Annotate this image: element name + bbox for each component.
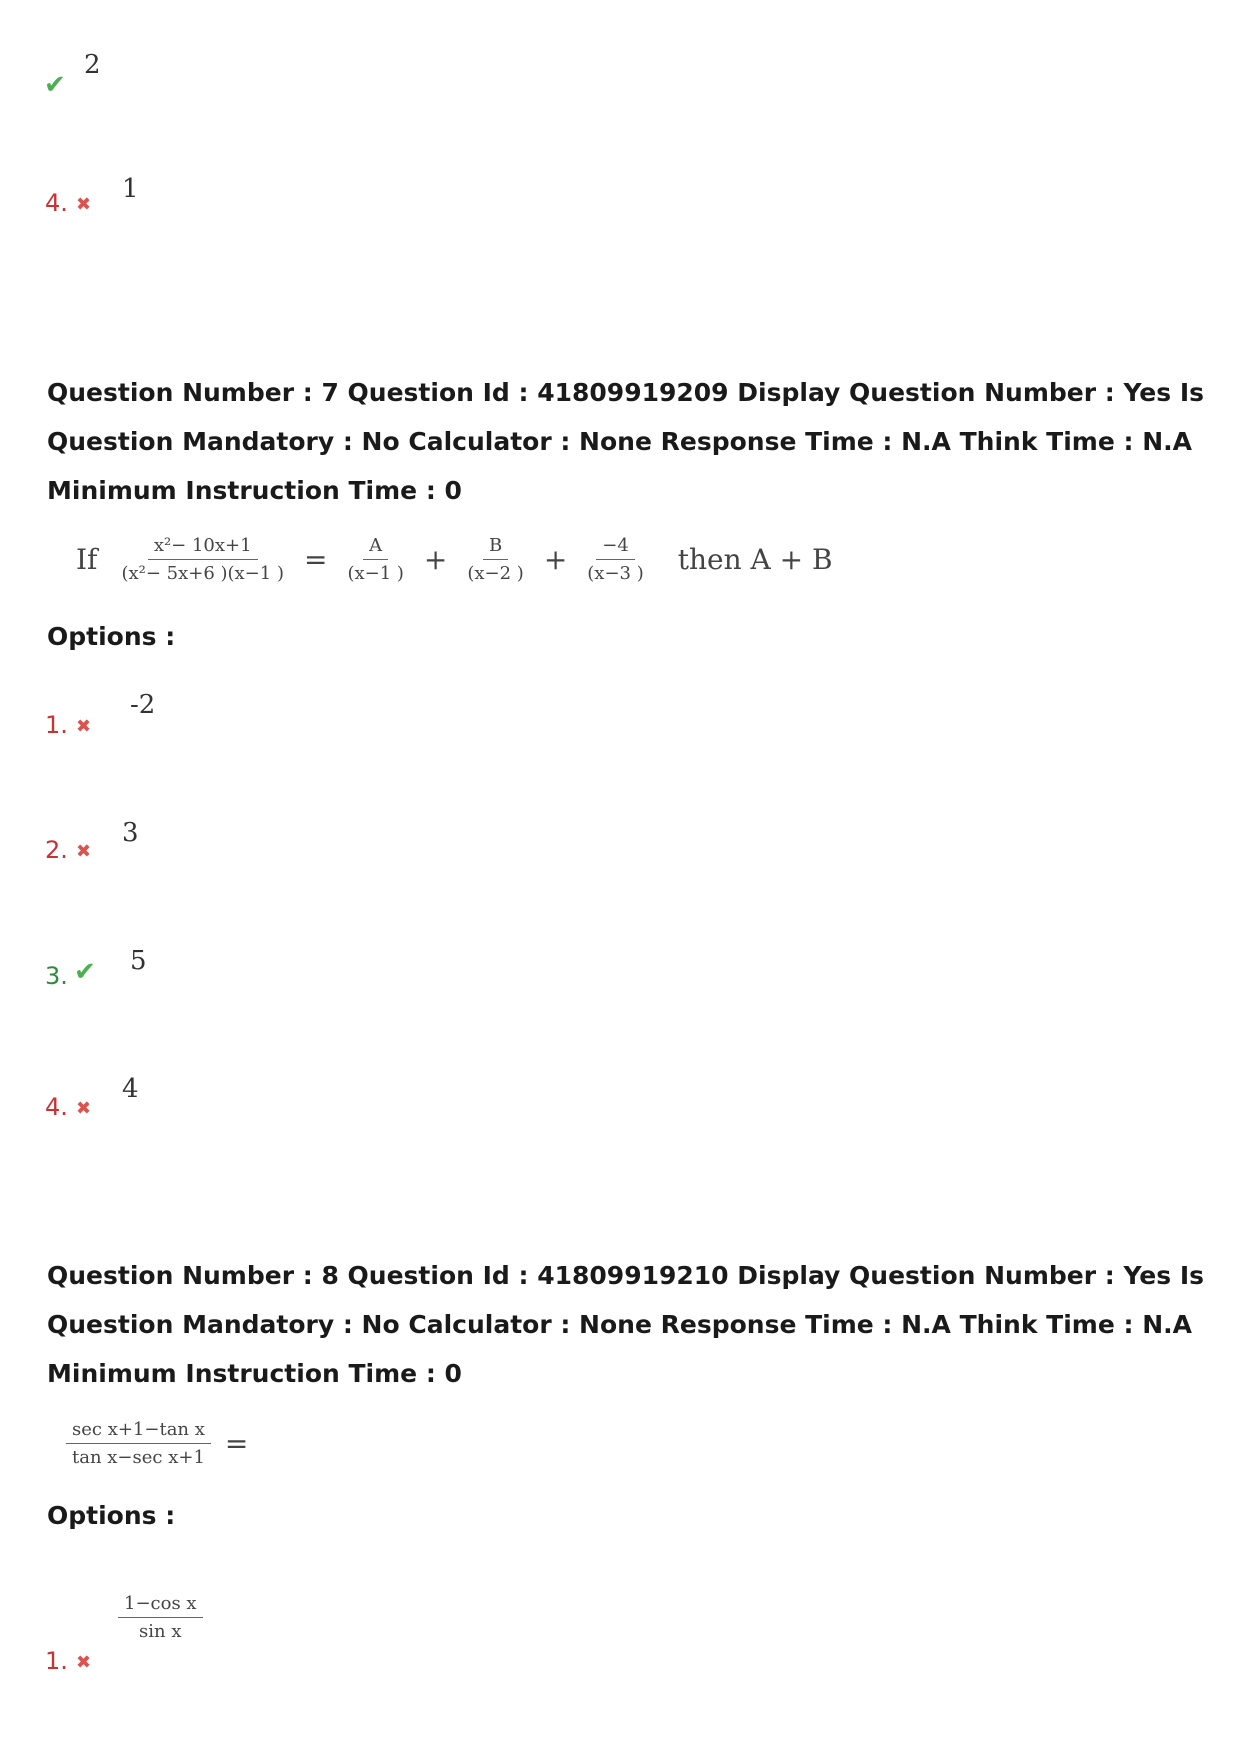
option-number: 1. — [45, 711, 68, 739]
plus-sign: + — [543, 542, 568, 576]
numerator: x²− 10x+1 — [148, 535, 258, 560]
cross-icon: ✖ — [76, 1098, 92, 1119]
equals-sign: = — [224, 1426, 249, 1460]
option-value — [118, 1584, 203, 1650]
check-icon: ✔ — [74, 957, 96, 987]
option-value: -2 — [130, 690, 156, 720]
plus-sign: + — [423, 542, 448, 576]
fraction — [118, 1593, 203, 1642]
equals-sign: = — [303, 542, 328, 576]
option-value: 1 — [122, 174, 139, 204]
option-number: 2. — [45, 836, 68, 864]
math-if: If — [76, 542, 98, 576]
question-header: Question Number : 8 Question Id : 41809919210 Display Question Number : Yes Is Question Mandatory : No Calculator : None Response Time : N.A Think Time : N.A Minimum Instruction Time : 0 — [47, 1261, 1205, 1388]
option-number: 4. — [45, 189, 68, 217]
question-math — [66, 1410, 262, 1476]
fraction — [115, 535, 290, 584]
option-value: 2 — [84, 50, 101, 80]
denominator: sin x — [139, 1620, 182, 1642]
numerator: −4 — [596, 535, 635, 560]
fraction — [581, 535, 649, 584]
cross-icon: ✖ — [76, 716, 92, 737]
fraction — [461, 535, 529, 584]
question-header: Question Number : 7 Question Id : 41809919209 Display Question Number : Yes Is Question Mandatory : No Calculator : None Response Time : N.A Think Time : N.A Minimum Instruction Time : 0 — [47, 378, 1205, 505]
option-value: 4 — [122, 1074, 139, 1104]
numerator: A — [363, 535, 388, 560]
option-number: 4. — [45, 1093, 68, 1121]
cross-icon: ✖ — [76, 1652, 92, 1673]
denominator: (x²− 5x+6 )(x−1 ) — [121, 562, 284, 584]
option-number: 1. — [45, 1647, 68, 1675]
fraction — [341, 535, 409, 584]
math-tail: then A + B — [677, 542, 833, 576]
option-number: 3. — [45, 962, 68, 990]
options-label: Options : — [47, 622, 176, 651]
denominator: (x−2 ) — [467, 562, 524, 584]
denominator: (x−1 ) — [347, 562, 404, 584]
option-value: 5 — [130, 946, 147, 976]
check-icon: ✔ — [44, 70, 66, 100]
denominator: (x−3 ) — [587, 562, 644, 584]
numerator: sec x+1−tan x — [66, 1419, 211, 1444]
question-math — [76, 530, 833, 588]
numerator: B — [483, 535, 508, 560]
options-label: Options : — [47, 1501, 176, 1530]
cross-icon: ✖ — [76, 841, 92, 862]
cross-icon: ✖ — [76, 194, 92, 215]
option-value: 3 — [122, 818, 139, 848]
denominator: tan x−sec x+1 — [72, 1446, 205, 1468]
fraction — [66, 1419, 211, 1468]
numerator: 1−cos x — [118, 1593, 203, 1618]
